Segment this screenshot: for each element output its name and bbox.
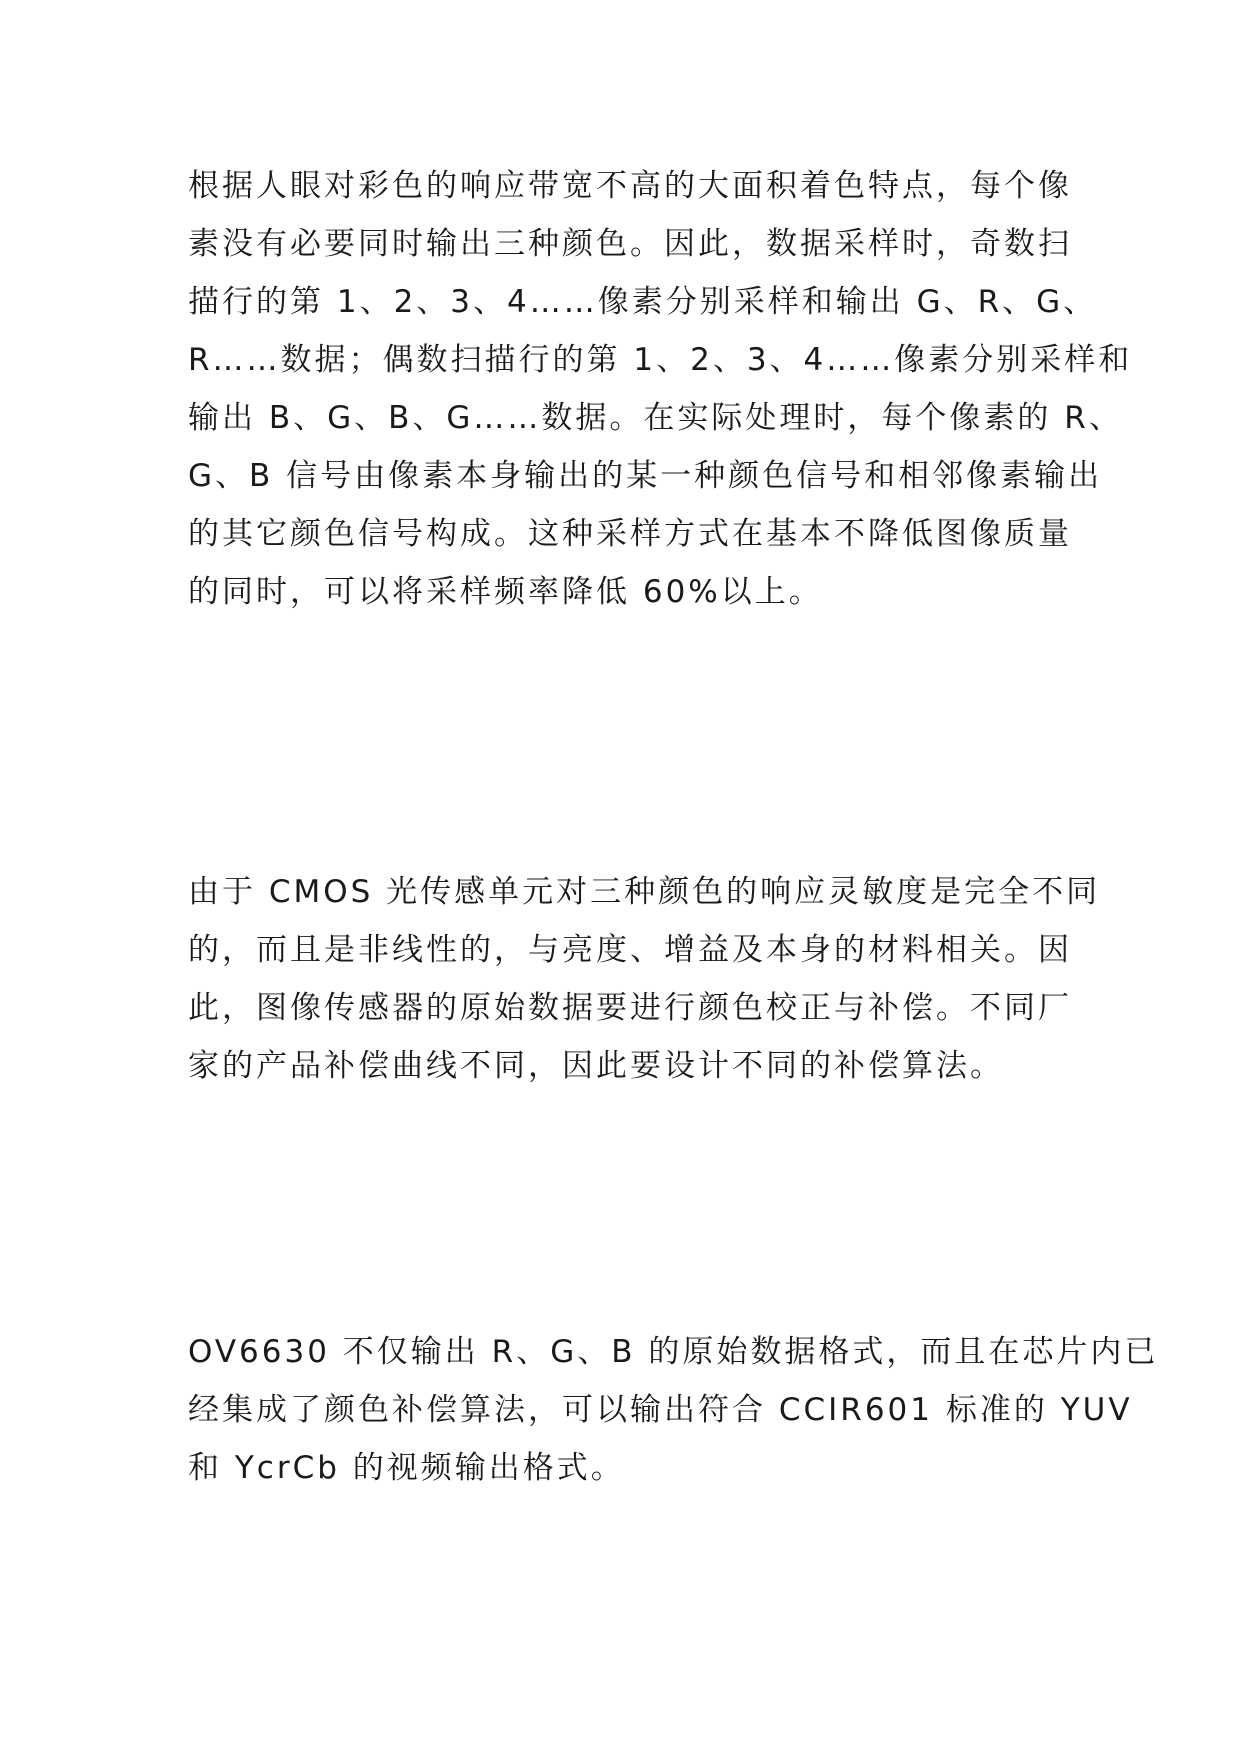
text-line: G、B 信号由像素本身输出的某一种颜色信号和相邻像素输出 bbox=[188, 458, 1103, 494]
text-line: 和 YcrCb 的视频输出格式。 bbox=[188, 1450, 625, 1486]
text-line: 描行的第 1、2、3、4……像素分别采样和输出 G、R、G、 bbox=[188, 284, 1098, 320]
text-line: 此，图像传感器的原始数据要进行颜色校正与补偿。不同厂 bbox=[188, 990, 1072, 1026]
paragraph-color-correction bbox=[188, 863, 1101, 1095]
text-line: 素没有必要同时输出三种颜色。因此，数据采样时，奇数扫 bbox=[188, 226, 1072, 262]
text-line: 的，而且是非线性的，与亮度、增益及本身的材料相关。因 bbox=[188, 932, 1072, 968]
paragraph-color-sampling bbox=[188, 157, 1133, 621]
text-line: R……数据；偶数扫描行的第 1、2、3、4……像素分别采样和 bbox=[188, 342, 1133, 378]
text-line: OV6630 不仅输出 R、G、B 的原始数据格式，而且在芯片内已 bbox=[188, 1334, 1159, 1370]
text-line: 经集成了颜色补偿算法，可以输出符合 CCIR601 标准的 YUV bbox=[188, 1392, 1133, 1428]
text-line: 的同时，可以将采样频率降低 60%以上。 bbox=[188, 574, 823, 610]
text-line: 家的产品补偿曲线不同，因此要设计不同的补偿算法。 bbox=[188, 1048, 1004, 1084]
text-line: 的其它颜色信号构成。这种采样方式在基本不降低图像质量 bbox=[188, 516, 1072, 552]
text-line: 根据人眼对彩色的响应带宽不高的大面积着色特点，每个像 bbox=[188, 168, 1072, 204]
text-line: 由于 CMOS 光传感单元对三种颜色的响应灵敏度是完全不同 bbox=[188, 874, 1101, 910]
text-line: 输出 B、G、B、G……数据。在实际处理时，每个像素的 R、 bbox=[188, 400, 1123, 436]
paragraph-ov6630-output bbox=[188, 1323, 1159, 1497]
